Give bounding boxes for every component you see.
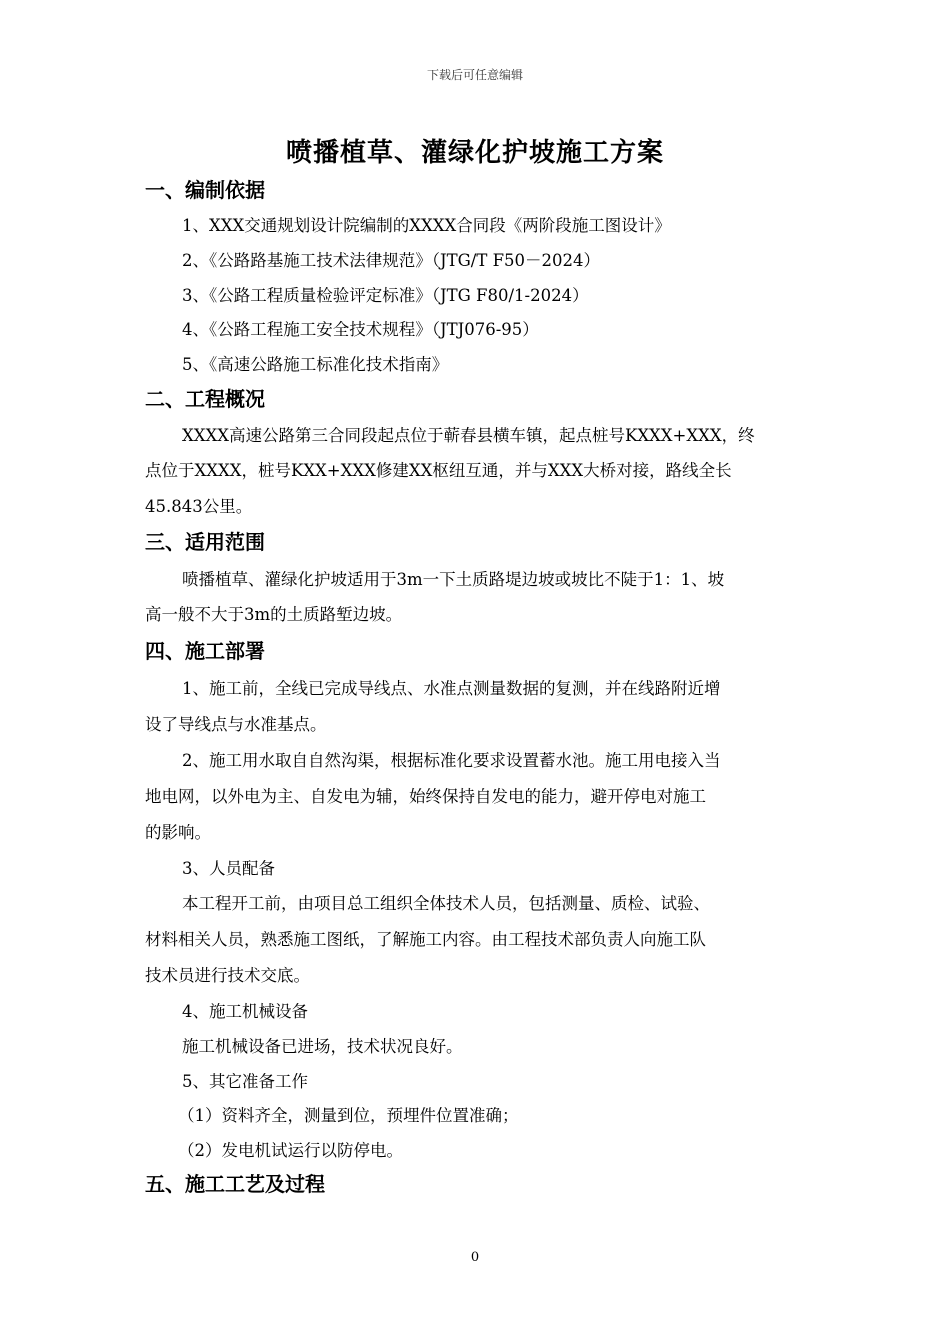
header-note: 下载后可任意编辑 (426, 68, 523, 82)
deploy-line-5: 的影响。 (145, 823, 211, 842)
deploy-line-7: 材料相关人员，熟悉施工图纸，了解施工内容。由工程技术部负责人向施工队 (145, 930, 706, 949)
section-heading-4: 四、施工部署 (145, 639, 265, 663)
overview-line-1: XXXX高速公路第三合同段起点位于蕲春县横车镇，起点桩号KXXX+XXX，终 (182, 426, 755, 445)
deploy-subheading-other: 5、其它准备工作 (182, 1072, 308, 1091)
deploy-line-1: 1、施工前，全线已完成导线点、水准点测量数据的复测，并在线路附近增 (182, 679, 721, 698)
deploy-line-9: 施工机械设备已进场，技术状况良好。 (182, 1037, 463, 1056)
section-heading-3: 三、适用范围 (145, 530, 265, 554)
deploy-subheading-equipment: 4、施工机械设备 (182, 1002, 308, 1021)
basis-item-3: 3、《公路工程质量检验评定标准》（JTG F80/1-2024） (182, 286, 589, 305)
deploy-line-4: 地电网，以外电为主、自发电为辅，始终保持自发电的能力，避开停电对施工 (145, 787, 706, 806)
section-heading-1: 一、编制依据 (145, 178, 265, 202)
deploy-line-8: 技术员进行技术交底。 (145, 966, 310, 985)
deploy-line-11: （2）发电机试运行以防停电。 (178, 1141, 403, 1160)
scope-line-1: 喷播植草、灌绿化护坡适用于3m一下土质路堤边坡或坡比不陡于1：1、坡 (182, 570, 725, 589)
deploy-line-3: 2、施工用水取自自然沟渠，根据标准化要求设置蓄水池。施工用电接入当 (182, 751, 721, 770)
deploy-line-6: 本工程开工前，由项目总工组织全体技术人员，包括测量、质检、试验、 (182, 894, 710, 913)
basis-item-4: 4、《公路工程施工安全技术规程》（JTJ076-95） (182, 320, 539, 339)
basis-item-2: 2、《公路路基施工技术法律规范》（JTG/T F50－2024） (182, 251, 601, 270)
deploy-subheading-staff: 3、人员配备 (182, 859, 275, 878)
section-heading-5: 五、施工工艺及过程 (145, 1172, 325, 1196)
scope-line-2: 高一般不大于3m的土质路堑边坡。 (145, 605, 403, 624)
page-number: 0 (470, 1250, 480, 1265)
overview-line-3: 45.843公里。 (145, 497, 253, 516)
document-title: 喷播植草、灌绿化护坡施工方案 (285, 138, 664, 168)
basis-item-1: 1、XXX交通规划设计院编制的XXXX合同段《两阶段施工图设计》 (182, 216, 671, 235)
section-heading-2: 二、工程概况 (145, 387, 265, 411)
deploy-line-2: 设了导线点与水准基点。 (145, 715, 327, 734)
basis-item-5: 5、《高速公路施工标准化技术指南》 (182, 355, 449, 374)
overview-line-2: 点位于XXXX，桩号KXX+XXX修建XX枢纽互通，并与XXX大桥对接，路线全长 (145, 461, 732, 480)
deploy-line-10: （1）资料齐全，测量到位，预埋件位置准确； (178, 1106, 519, 1125)
